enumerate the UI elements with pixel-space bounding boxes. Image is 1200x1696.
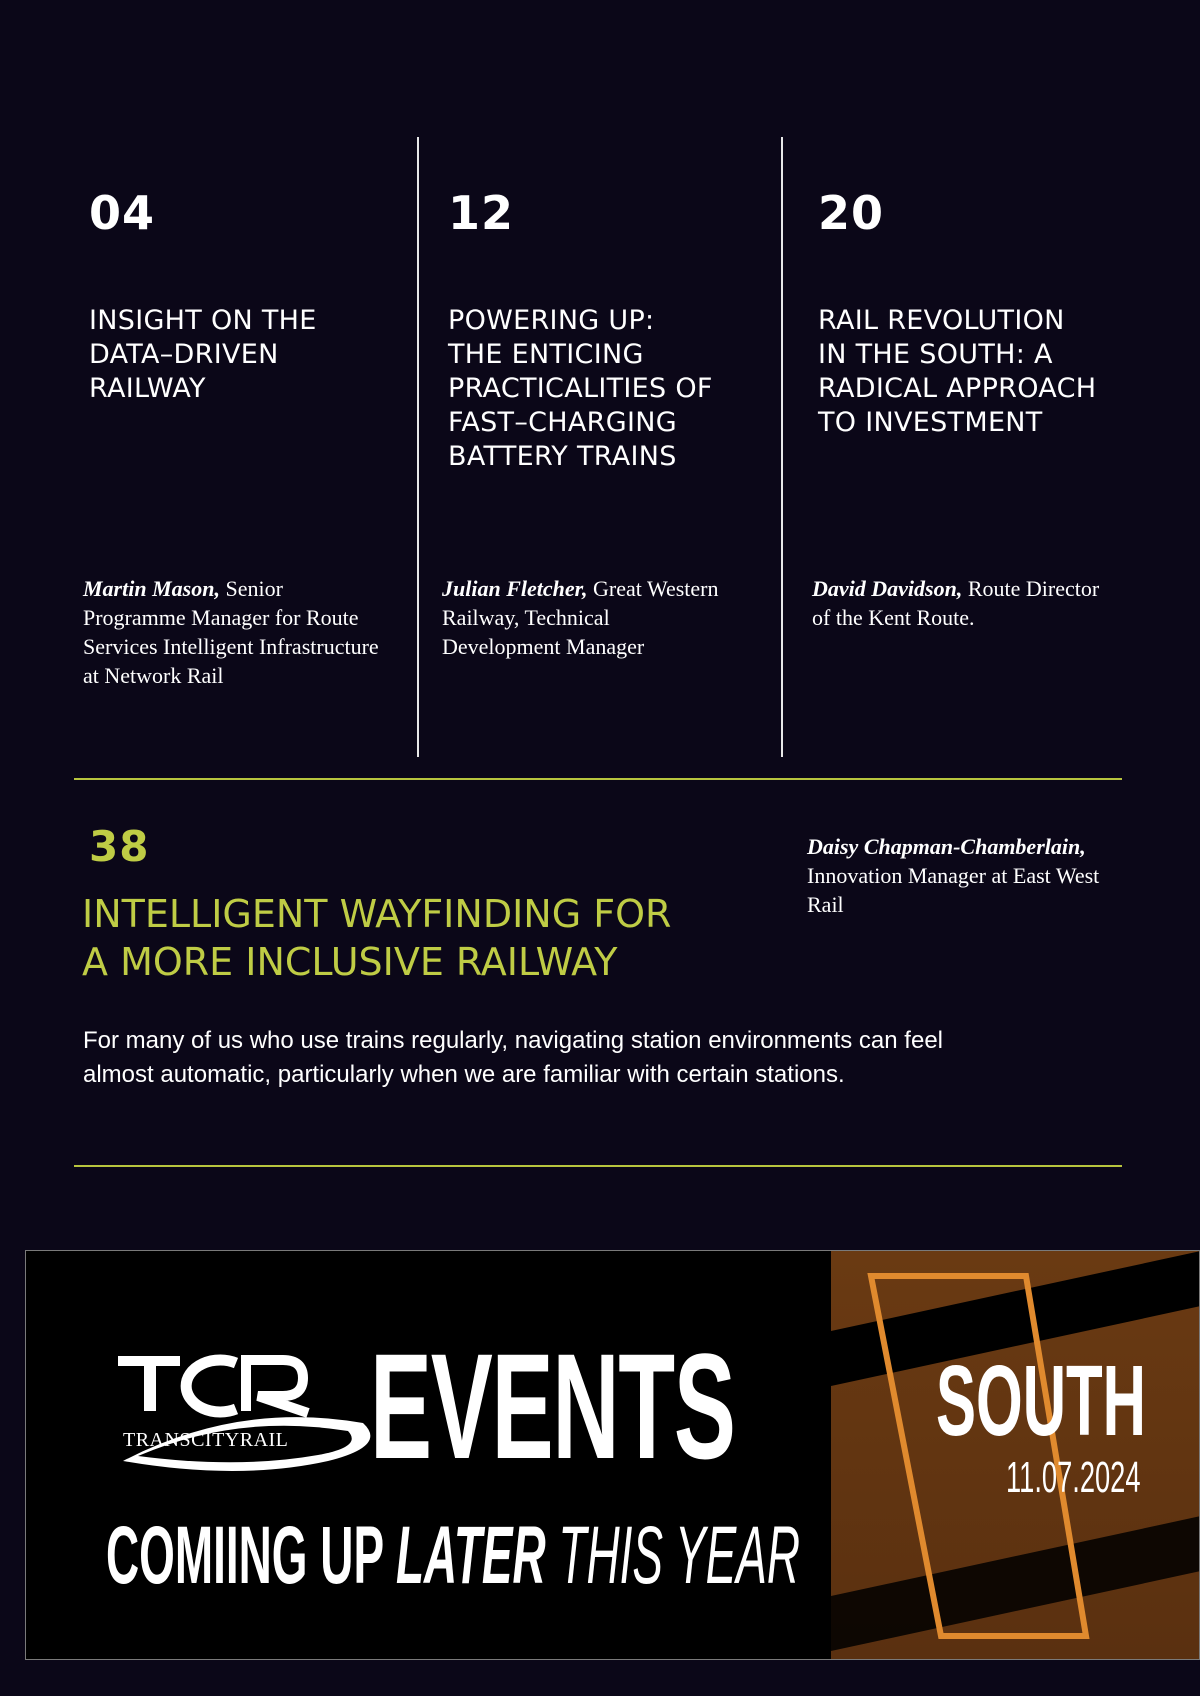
article-number: 20 — [818, 186, 885, 240]
events-banner[interactable] — [25, 1250, 1200, 1660]
feature-title[interactable]: INTELLIGENT WAYFINDING FOR A MORE INCLUSIVE RAILWAY — [82, 892, 672, 984]
section-divider-top — [74, 778, 1122, 780]
author-name: Daisy Chapman-Chamberlain, — [807, 834, 1086, 859]
tcr-logo — [118, 1351, 378, 1501]
author-role: Innovation Manager at East West Rail — [807, 863, 1100, 917]
tagline-part-2: LATER — [396, 1510, 546, 1601]
feature-body: For many of us who use trains regularly, navigating station environments can feel almost automatic, particularly when we are familiar with certain stations. — [83, 1027, 943, 1088]
author-name: Martin Mason, — [83, 576, 220, 601]
tagline-part-1: COMIING UP — [106, 1510, 397, 1601]
logo-wordmark: TRANSCITYRAIL — [123, 1429, 289, 1451]
author-role: Senior Programme Manager for Route Services Intelligent Infrastructure at Network Rail — [83, 576, 379, 688]
author-role: Great Western Railway, Technical Development Manager — [442, 576, 719, 659]
article-author-2 — [442, 574, 732, 661]
banner-region: SOUTH — [936, 1345, 1146, 1457]
feature-author — [807, 832, 1127, 919]
article-number: 04 — [89, 186, 156, 240]
banner-events-title: EVENTS — [370, 1322, 735, 1490]
section-divider-bottom — [74, 1165, 1122, 1167]
article-title[interactable]: RAIL REVOLUTION IN THE SOUTH: A RADICAL APPROACH TO INVESTMENT — [818, 305, 1097, 438]
article-column-2 — [448, 186, 768, 472]
column-divider-1 — [417, 137, 419, 757]
feature-number: 38 — [89, 822, 150, 871]
article-column-3 — [818, 186, 1138, 438]
author-name: Julian Fletcher, — [442, 576, 588, 601]
article-number: 12 — [448, 186, 515, 240]
author-name: David Davidson, — [812, 576, 963, 601]
tagline-part-3: THIS YEAR — [545, 1510, 800, 1601]
banner-tagline — [106, 1511, 800, 1601]
author-role: Route Director of the Kent Route. — [812, 576, 1100, 630]
article-title[interactable]: INSIGHT ON THE DATA–DRIVEN RAILWAY — [89, 305, 317, 404]
article-column-1 — [89, 186, 399, 404]
column-divider-2 — [781, 137, 783, 757]
banner-date: 11.07.2024 — [1006, 1453, 1141, 1502]
article-author-1 — [83, 574, 383, 690]
article-title[interactable]: POWERING UP: THE ENTICING PRACTICALITIES OF FAST–CHARGING BATTERY TRAINS — [448, 305, 713, 472]
article-author-3 — [812, 574, 1102, 632]
